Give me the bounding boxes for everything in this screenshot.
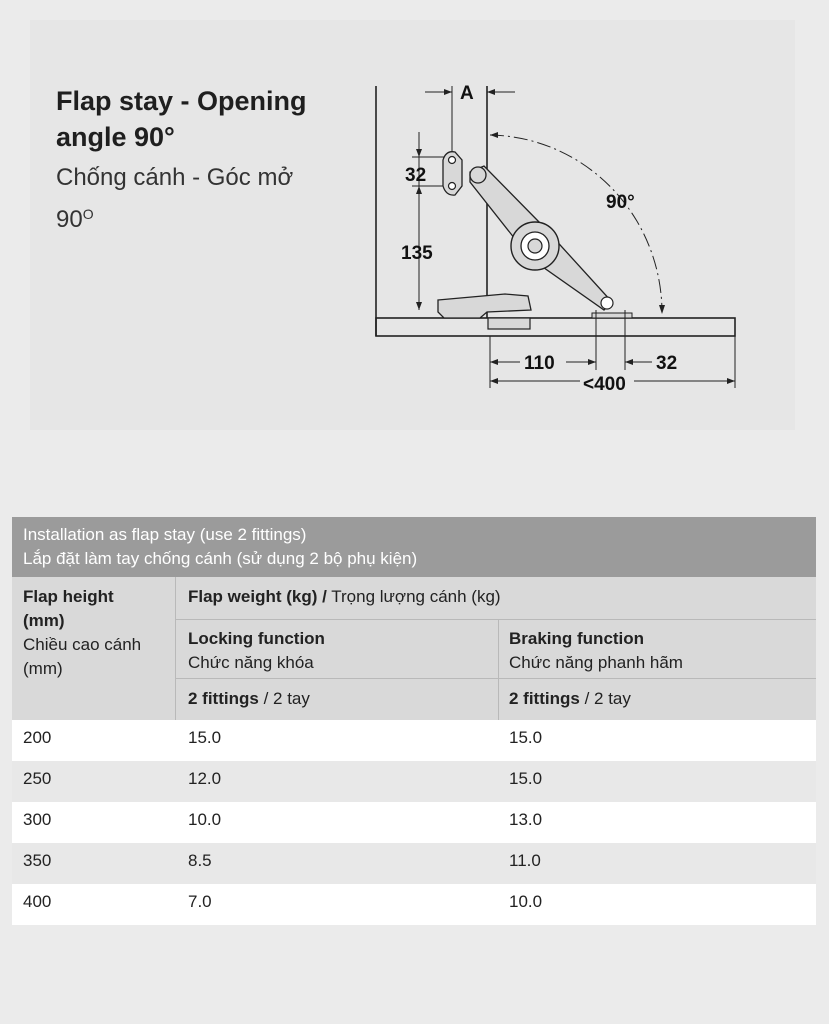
col-locking-header (188, 627, 325, 675)
table-row (12, 802, 816, 843)
table-row (12, 884, 816, 925)
table-header (12, 517, 816, 577)
cell-height: 250 (23, 769, 52, 788)
cell-locking: 12.0 (188, 769, 222, 788)
column-divider (498, 619, 499, 720)
cell-locking: 10.0 (188, 810, 222, 829)
flap-height-vi: Chiều cao cánh (mm) (23, 635, 142, 678)
table-row (12, 843, 816, 884)
row-divider (175, 619, 816, 620)
cell-height: 300 (23, 810, 52, 829)
cell-braking: 15.0 (509, 769, 543, 788)
braking-title: Braking function (509, 629, 645, 648)
flap-height-unit: (mm) (23, 611, 65, 630)
subtitle-text: Chống cánh - Góc mở 90 (56, 164, 294, 233)
braking-fittings: 2 fittings / 2 tay (509, 689, 631, 708)
cell-braking: 15.0 (509, 728, 543, 747)
cell-height: 400 (23, 892, 52, 911)
table-row (12, 761, 816, 802)
catch-block (438, 294, 531, 318)
locking-fittings: 2 fittings / 2 tay (188, 689, 310, 708)
cell-height: 200 (23, 728, 52, 747)
flap-weight-title: Flap weight (kg) / (188, 587, 327, 606)
dim-400-label: <400 (583, 374, 626, 395)
angle-label: 90° (606, 192, 635, 213)
dim-135-label: 135 (401, 243, 433, 264)
dim-110-label: 110 (524, 353, 555, 374)
subtitle-degree: O (82, 206, 94, 222)
braking-vi: Chức năng phanh hãm (509, 653, 683, 672)
row-divider (175, 678, 816, 679)
flap-height-title: Flap height (23, 587, 114, 606)
flap-board (376, 318, 735, 336)
cell-braking: 11.0 (509, 851, 541, 870)
locking-vi: Chức năng khóa (188, 653, 314, 672)
col-braking-header (509, 627, 683, 675)
page-subtitle (56, 160, 336, 238)
cell-braking: 10.0 (509, 892, 543, 911)
table-header-vi: Lắp đặt làm tay chống cánh (sử dụng 2 bộ phụ kiện) (23, 549, 418, 568)
cell-locking: 15.0 (188, 728, 222, 747)
col-flap-height-header (23, 585, 163, 681)
cell-locking: 8.5 (188, 851, 212, 870)
dim-32-vertical-label: 32 (405, 165, 427, 186)
load-table (12, 517, 816, 925)
table-column-headers (12, 577, 816, 720)
cell-braking: 13.0 (509, 810, 543, 829)
dim-32-horizontal-label: 32 (656, 353, 678, 374)
table-row (12, 720, 816, 761)
table-header-en: Installation as flap stay (use 2 fittings) (23, 525, 307, 544)
flap-bracket (592, 313, 632, 318)
locking-title: Locking function (188, 629, 325, 648)
dim-a-label: A (460, 83, 474, 104)
cell-height: 350 (23, 851, 52, 870)
page-title: Flap stay - Opening angle 90° (56, 86, 307, 152)
column-divider (175, 577, 176, 720)
flap-stay-diagram (340, 70, 750, 400)
col-flap-weight-header (188, 585, 501, 609)
flap-weight-vi: Trọng lượng cánh (kg) (326, 587, 501, 606)
cell-locking: 7.0 (188, 892, 212, 911)
